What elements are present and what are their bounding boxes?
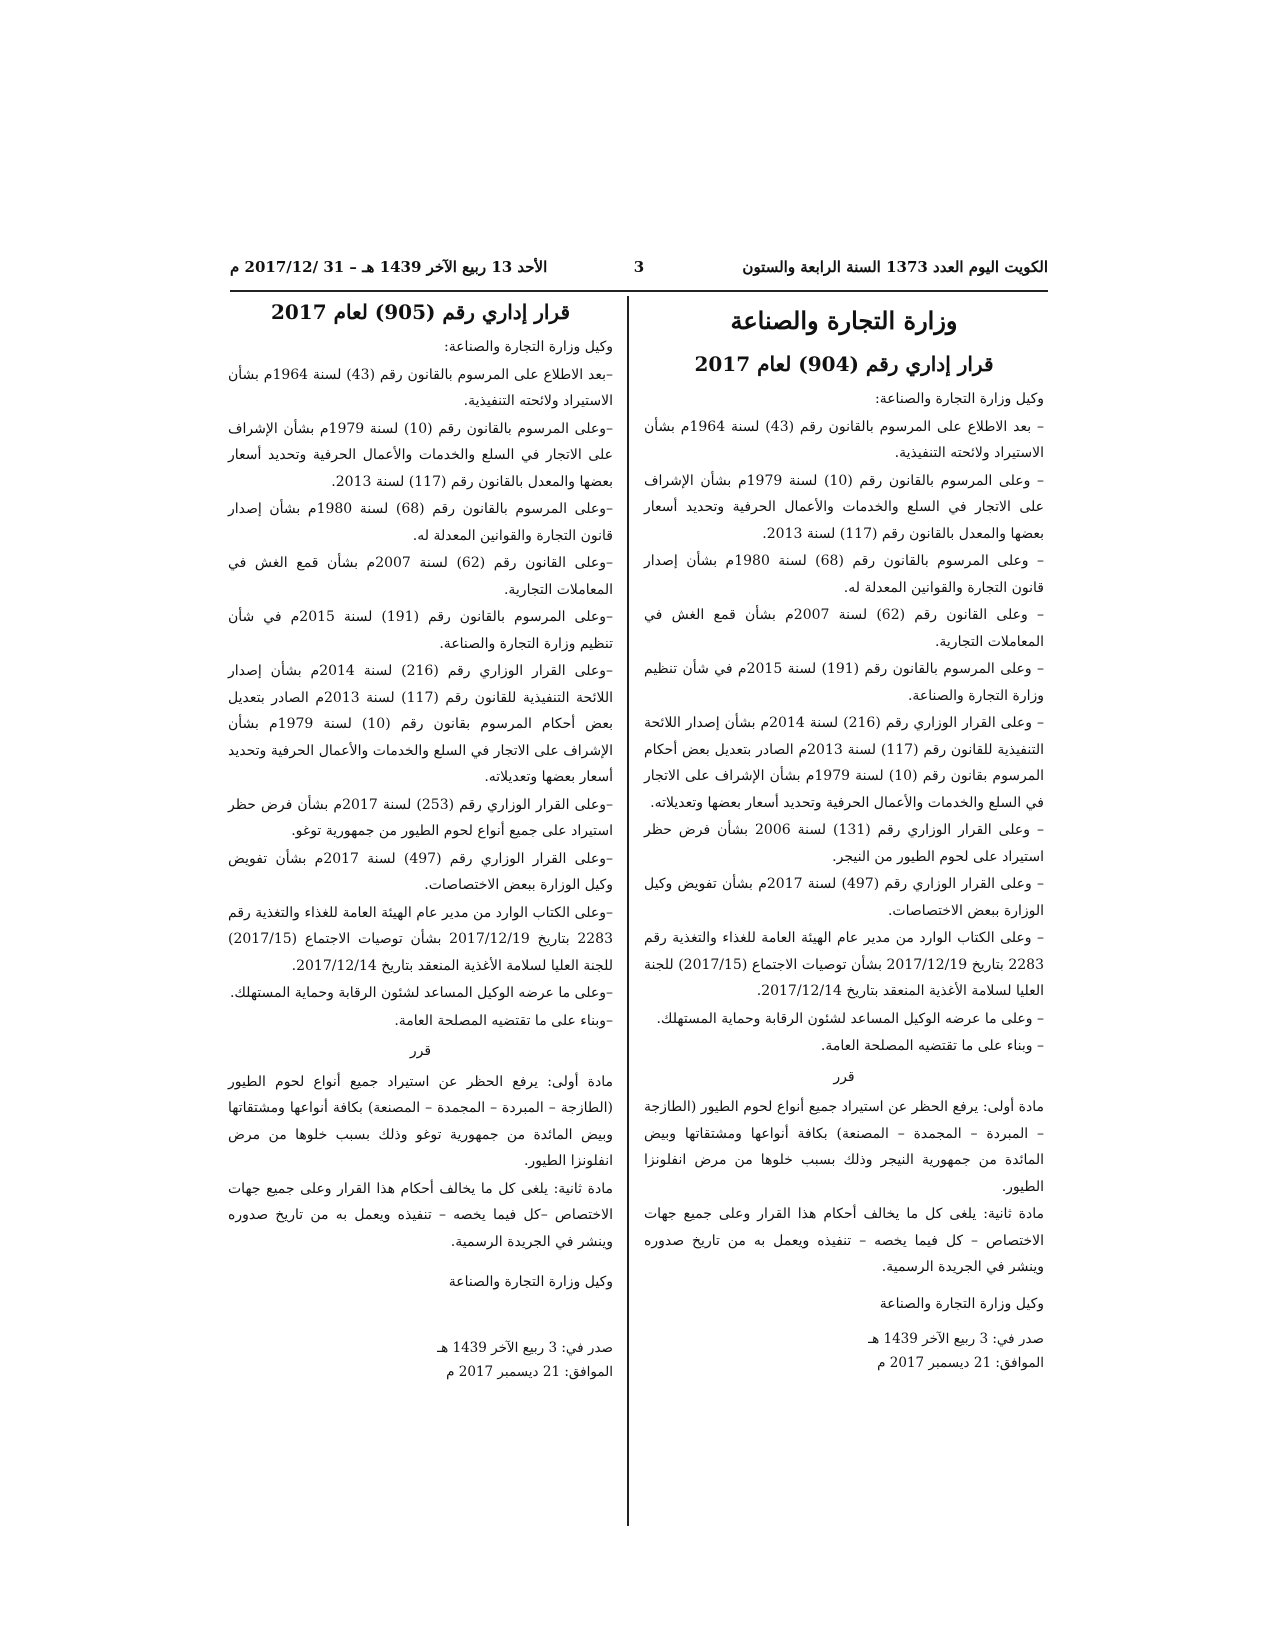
preamble-paragraph: –وعلى القانون رقم (62) لسنة 2007م بشأن قمع الغش في المعاملات التجارية. [228, 555, 613, 598]
decision-904-title: قرار إداري رقم (904) لعام 2017 [694, 352, 994, 376]
preamble-paragraph: –وبناء على ما تقتضيه المصلحة العامة. [394, 1012, 613, 1029]
preamble-paragraph: – وعلى القرار الوزاري رقم (131) لسنة 2006 بشأن فرض حظر استيراد على لحوم الطيور من النيجر. [644, 822, 1044, 865]
preamble-paragraph: –وعلى ما عرضه الوكيل المساعد لشئون الرقابة وحماية المستهلك. [229, 985, 613, 1001]
preamble-paragraph: –وعلى المرسوم بالقانون رقم (191) لسنة 2015م في شأن تنظيم وزارة التجارة والصناعة. [228, 609, 613, 652]
issue-date: الأحد 13 ربيع الآخر 1439 هـ – 31 /2017/12 م [230, 258, 548, 276]
preamble-paragraph: – وعلى الكتاب الوارد من مدير عام الهيئة العامة للغذاء والتغذية رقم 2283 بتاريخ 2017/12/19 بشأن توصيات الاجتماع (2017/15) للجنة العليا لسلامة الأغذية المنعقد بتاريخ 2017/12/14. [644, 930, 1044, 999]
running-header [230, 250, 1048, 292]
page-number: 3 [633, 258, 645, 276]
article-second: مادة ثانية: يلغى كل ما يخالف أحكام هذا القرار وعلى جميع جهات الاختصاص – كل فيما يخصه – تنفيذه ويعمل به من تاريخ صدوره وينشر في الجريدة الرسمية. [644, 1206, 1044, 1275]
preamble-paragraph: –وعلى القرار الوزاري رقم (253) لسنة 2017م بشأن فرض حظر استيراد على جميع أنواع لحوم الطيور من جمهورية توغو. [228, 796, 613, 839]
preamble-paragraph: –وعلى المرسوم بالقانون رقم (68) لسنة 1980م بشأن إصدار قانون التجارة والقوانين المعدلة له. [228, 501, 613, 544]
decision-intro: وكيل وزارة التجارة والصناعة: [443, 339, 613, 355]
decision-intro: وكيل وزارة التجارة والصناعة: [874, 391, 1044, 407]
preamble-paragraph: – وعلى المرسوم بالقانون رقم (191) لسنة 2015م في شأن تنظيم وزارة التجارة والصناعة. [644, 661, 1044, 704]
column-divider [627, 296, 629, 1526]
issue-date-block [644, 1327, 1044, 1375]
decided-heading: قرر [833, 1068, 855, 1085]
issued-on: صدر في: 3 ربيع الآخر 1439 هـ [437, 1339, 613, 1356]
signer: وكيل وزارة التجارة والصناعة [448, 1274, 613, 1290]
decision-904-column [644, 296, 1044, 1375]
preamble-paragraph: – وعلى ما عرضه الوكيل المساعد لشئون الرقابة وحماية المستهلك. [656, 1010, 1044, 1027]
preamble-paragraph: –وعلى القرار الوزاري رقم (497) لسنة 2017م بشأن تفويض وكيل الوزارة ببعض الاختصاصات. [228, 850, 613, 893]
article-first: مادة أولى: يرفع الحظر عن استيراد جميع أنواع لحوم الطيور (الطازجة – المبردة – المجمدة – المصنعة) بكافة أنواعها ومشتقاتها وبيض المائدة من جمهورية توغو وذلك بسبب خلوها من مرض انفلونزا الطيور. [228, 1073, 613, 1169]
preamble-paragraph: – بعد الاطلاع على المرسوم بالقانون رقم (43) لسنة 1964م بشأن الاستيراد ولائحته التنفيذية. [644, 418, 1044, 461]
corresponding-date: الموافق: 21 ديسمبر 2017 م [877, 1355, 1044, 1371]
ministry-title: وزارة التجارة والصناعة [730, 306, 958, 335]
preamble-paragraph: – وعلى القرار الوزاري رقم (216) لسنة 2014م بشأن إصدار اللائحة التنفيذية للقانون رقم (117) لسنة 2013م الصادر بتعديل بعض أحكام المرسوم بقانون رقم (10) لسنة 1979م بشأن الإشراف على الاتجار في السلع والخدمات والأعمال الحرفية وتحديد أسعار بعضها وتعديلاته. [644, 715, 1045, 811]
decided-heading: قرر [409, 1043, 432, 1059]
preamble-paragraph: –وعلى الكتاب الوارد من مدير عام الهيئة العامة للغذاء والتغذية رقم 2283 بتاريخ 2017/12/19 بشأن توصيات الاجتماع (2017/15) للجنة العليا لسلامة الأغذية المنعقد بتاريخ 2017/12/14. [228, 904, 613, 974]
preamble-paragraph: –وعلى القرار الوزاري رقم (216) لسنة 2014م بشأن إصدار اللائحة التنفيذية للقانون رقم (117) لسنة 2013م الصادر بتعديل بعض أحكام المرسوم بقانون رقم (10) لسنة 1979م بشأن الإشراف على الاتجار في السلع والخدمات والأعمال الحرفية وتحديد أسعار بعضها وتعديلاته. [228, 663, 613, 785]
article-first: مادة أولى: يرفع الحظر عن استيراد جميع أنواع لحوم الطيور (الطازجة – المبردة – المجمدة – المصنعة) بكافة أنواعها ومشتقاتها وبيض المائدة من جمهورية النيجر وذلك بسبب خلوها من مرض انفلونزا الطيور. [644, 1099, 1044, 1195]
preamble-paragraph: – وعلى المرسوم بالقانون رقم (68) لسنة 1980م بشأن إصدار قانون التجارة والقوانين المعدلة له. [644, 553, 1044, 596]
issue-info: الكويت اليوم العدد 1373 السنة الرابعة والستون [742, 258, 1048, 276]
preamble-paragraph: –وعلى المرسوم بالقانون رقم (10) لسنة 1979م بشأن الإشراف على الاتجار في السلع والخدمات والأعمال الحرفية وتحديد أسعار بعضها والمعدل بالقانون رقم (117) لسنة 2013. [228, 420, 613, 490]
issue-date-block [228, 1336, 613, 1384]
preamble-paragraph: –بعد الاطلاع على المرسوم بالقانون رقم (43) لسنة 1964م بشأن الاستيراد ولائحته التنفيذية. [228, 366, 613, 409]
article-second: مادة ثانية: يلغى كل ما يخالف أحكام هذا القرار وعلى جميع جهات الاختصاص –كل فيما يخصه – تنفيذه ويعمل به من تاريخ صدوره وينشر في الجريدة الرسمية. [228, 1180, 613, 1250]
decision-905-column [228, 296, 613, 1384]
preamble-paragraph: – وبناء على ما تقتضيه المصلحة العامة. [820, 1038, 1044, 1054]
decision-905-title: قرار إداري رقم (905) لعام 2017 [270, 300, 571, 324]
preamble-paragraph: – وعلى القرار الوزاري رقم (497) لسنة 2017م بشأن تفويض وكيل الوزارة ببعض الاختصاصات. [644, 876, 1044, 919]
preamble-paragraph: – وعلى المرسوم بالقانون رقم (10) لسنة 1979م بشأن الإشراف على الاتجار في السلع والخدمات والأعمال الحرفية وتحديد أسعار بعضها والمعدل بالقانون رقم (117) لسنة 2013. [644, 472, 1044, 542]
corresponding-date: الموافق: 21 ديسمبر 2017 م [446, 1363, 613, 1380]
preamble-paragraph: – وعلى القانون رقم (62) لسنة 2007م بشأن قمع الغش في المعاملات التجارية. [644, 607, 1044, 650]
issued-on: صدر في: 3 ربيع الآخر 1439 هـ [868, 1331, 1044, 1347]
signer: وكيل وزارة التجارة والصناعة [879, 1295, 1044, 1312]
